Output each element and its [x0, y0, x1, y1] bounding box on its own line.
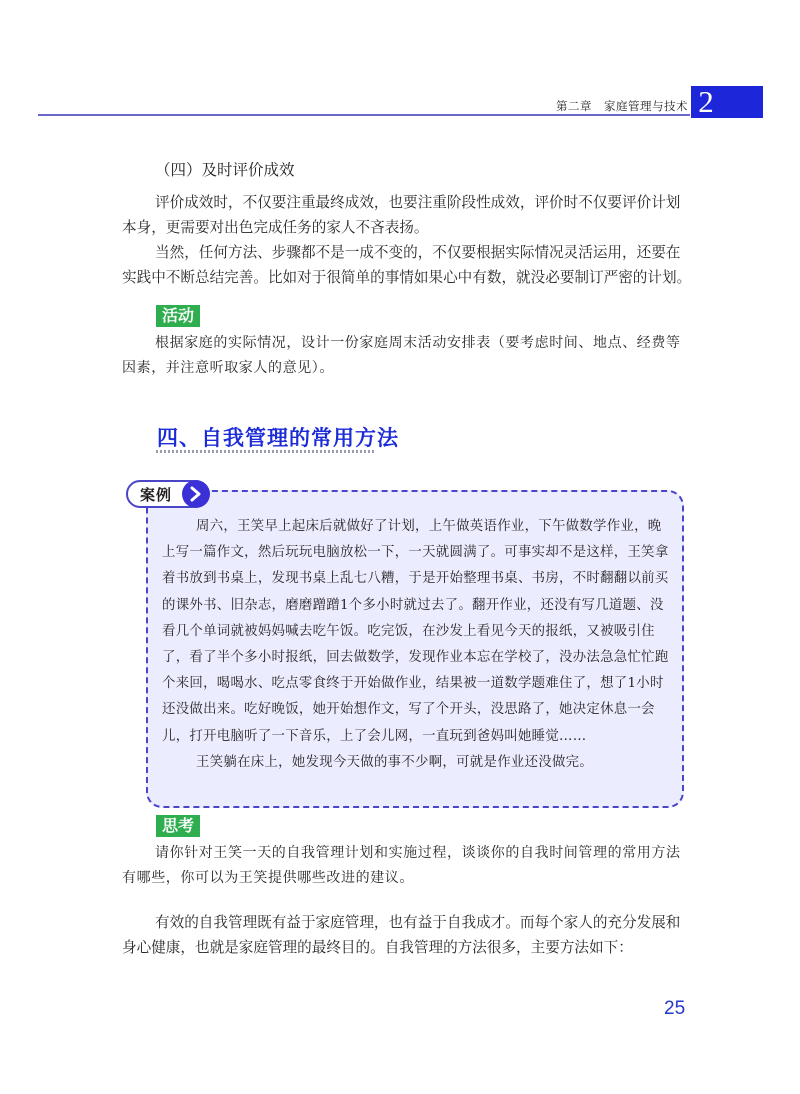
thinking-tag: 思考 — [156, 815, 200, 837]
page-number: 25 — [664, 998, 686, 1019]
section-title: 四、自我管理的常用方法 — [157, 426, 399, 450]
header-rule — [38, 114, 690, 116]
chevron-right-icon — [182, 480, 210, 508]
thinking-text: 请你针对王笑一天的自我管理计划和实施过程，谈谈你的自我时间管理的常用方法有哪些，你可以为王笑提供哪些改进的建议。 — [122, 845, 681, 886]
case-paragraph: 周六，王笑早上起床后就做好了计划，上午做英语作业，下午做数学作业，晚上写一篇作文，然后玩玩电脑放松一下，一天就圆满了。可事实却不是这样，王笑拿着书放到书桌上，发现书桌上乱七八糟，于是开始整理书桌、书房，不时翻翻以前买的课外书、旧杂志，磨磨蹭蹭1个多小时就过去了。翻开作业，还没有写几道题、没看几个单词就被妈妈喊去吃午饭。吃完饭，在沙发上看见今天的报纸，又被吸引住了，看了半个多小时报纸，回去做数学，发现作业本忘在学校了，没办法急急忙忙跑个来回，喝喝水、吃点零食终于开始做作业，结果被一道数学题难住了，想了1小时还没做出来。吃好晚饭，她开始想作文，写了个开头，没思路了，她决定休息一会儿，打开电脑听了一下音乐，上了会儿网，一直玩到爸妈叫她睡觉…… — [162, 519, 669, 744]
activity-text: 根据家庭的实际情况，设计一份家庭周末活动安排表（要考虑时间、地点、经费等因素，并注意听取家人的意见）。 — [122, 335, 681, 376]
activity-tag: 活动 — [156, 305, 200, 327]
case-badge — [126, 480, 206, 510]
running-header: 第二章 家庭管理与技术 — [556, 99, 688, 113]
case-badge-label: 案例 — [140, 486, 173, 504]
body-paragraph: 评价成效时，不仅要注重最终成效，也要注重阶段性成效，评价时不仅要评价计划本身，更需要对出色完成任务的家人不吝表扬。 — [122, 194, 681, 236]
closing-paragraph: 有效的自我管理既有益于家庭管理，也有益于自我成才。而每个家人的充分发展和身心健康，也就是家庭管理的最终目的。自我管理的方法很多，主要方法如下： — [122, 914, 681, 956]
body-paragraph: 当然，任何方法、步骤都不是一成不变的，不仅要根据实际情况灵活运用，还要在实践中不断总结完善。比如对于很简单的事情如果心中有数，就没必要制订严密的计划。 — [122, 244, 692, 286]
chapter-number: 2 — [698, 84, 714, 119]
subsection-title: （四）及时评价成效 — [155, 161, 295, 179]
section-underline — [156, 450, 374, 453]
case-paragraph: 王笑躺在床上，她发现今天做的事不少啊，可就是作业还没做完。 — [196, 755, 594, 770]
